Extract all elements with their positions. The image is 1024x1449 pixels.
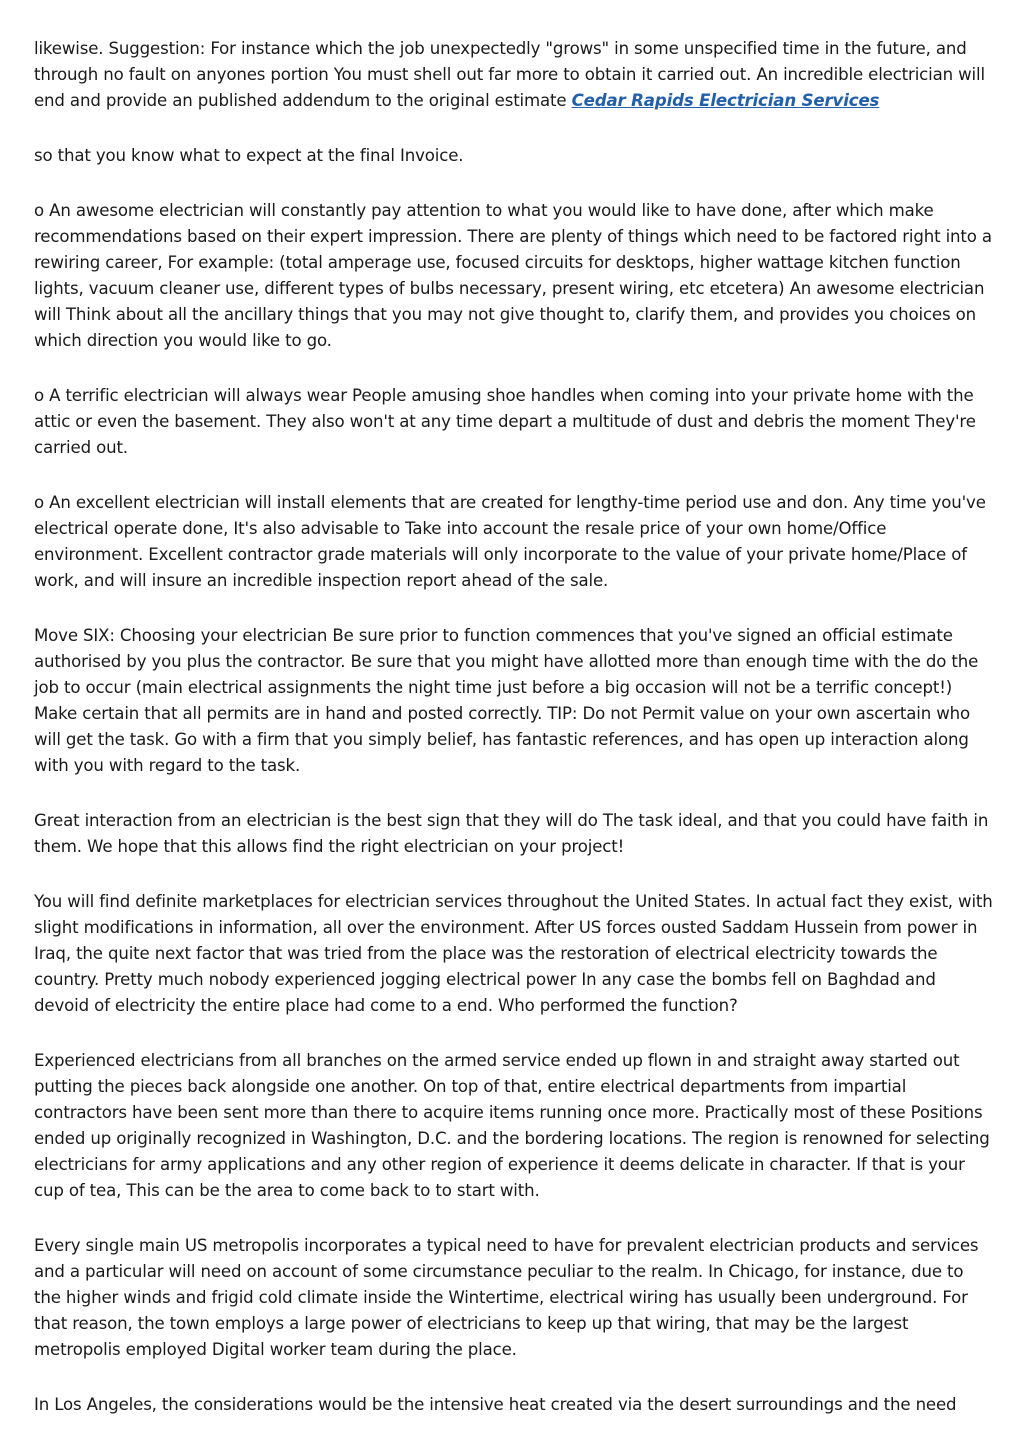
paragraph-us-metropolis: Every single main US metropolis incorporates a typical need to have for prevalent electrician products and services and a particular will need on account of some circumstance peculiar to the realm. In Chicago, for instance, due to the higher winds and frigid cold climate inside the Wintertime, electrical wiring has usually been underground. For that reason, the town employs a large power of electricians to keep up that wiring, that may be the largest metropolis employed Digital worker team during the place.	[34, 1236, 979, 1359]
paragraph-experienced-electricians: Experienced electricians from all branches on the armed service ended up flown in and straight away started out putting the pieces back alongside one another. On top of that, entire electrical departments from impartial contractors have been sent more than there to acquire items running once more. Practically most of these Positions ended up originally recognized in Washington, D.C. and the bordering locations. The region is renowned for selecting electricians for army applications and any other region of experience it deems delicate in character. If that is your cup of tea, This can be the area to come back to to start with.	[34, 1051, 990, 1200]
paragraph-great-interaction: Great interaction from an electrician is the best sign that they will do The task ideal, and that you could have faith in them. We hope that this allows find the right electrician on your project!	[34, 811, 989, 856]
paragraph-intro-text: likewise. Suggestion: For instance which the job unexpectedly "grows" in some unspecified time in the future, and through no fault on anyones portion You must shell out far more to obtain it carried out. An incredible electrician will end and provide an published addendum to the original estimate	[34, 39, 985, 110]
paragraph-attention: o An awesome electrician will constantly pay attention to what you would like to have done, after which make recommendations based on their expert impression. There are plenty of things which need to be factored right into a rewiring career, For example: (total amperage use, focused circuits for desktops, higher wattage kitchen function lights, vacuum cleaner use, different types of bulbs necessary, present wiring, etc etcetera) An awesome electrician will Think about all the ancillary things that you may not give thought to, clarify them, and provides you choices on which direction you would like to go.	[34, 201, 992, 350]
cedar-rapids-electrician-link[interactable]: Cedar Rapids Electrician Services	[571, 91, 880, 110]
paragraph-materials: o An excellent electrician will install elements that are created for lengthy-time period use and don. Any time you've electrical operate done, It's also advisable to Take into account the resale price of your own home/Office environment. Excellent contractor grade materials will only incorporate to the value of your private home/Place of work, and will insure an incredible inspection report ahead of the sale.	[34, 493, 986, 590]
paragraph-move-six: Move SIX: Choosing your electrician Be sure prior to function commences that you've signed an official estimate authorised by you plus the contractor. Be sure that you might have allotted more than enough time with the do the job to occur (main electrical assignments the night time just before a big occasion will not be a terrific concept!) Make certain that all permits are in hand and posted correctly. TIP: Do not Permit value on your own ascertain who will get the task. Go with a firm that you simply belief, has fantastic references, and has open up interaction along with you with regard to the task.	[34, 626, 979, 775]
paragraph-shoe-handles: o A terrific electrician will always wear People amusing shoe handles when coming into your private home with the attic or even the basement. They also won't at any time depart a multitude of dust and debris the moment They're carried out.	[34, 386, 976, 457]
paragraph-final-invoice: so that you know what to expect at the final Invoice.	[34, 146, 464, 165]
paragraph-marketplaces: You will find definite marketplaces for electrician services throughout the United States. In actual fact they exist, with slight modifications in information, all over the environment. After US forces ousted Saddam Hussein from power in Iraq, the quite next factor that was tried from the place was the restoration of electrical electricity towards the country. Pretty much nobody experienced jogging electrical power In any case the bombs fell on Baghdad and devoid of electricity the entire place had come to a end. Who performed the function?	[34, 892, 993, 1015]
document-body	[34, 36, 994, 1447]
paragraph-los-angeles: In Los Angeles, the considerations would be the intensive heat created via the desert surroundings and the need	[34, 1395, 957, 1414]
paragraph-intro	[34, 36, 994, 114]
